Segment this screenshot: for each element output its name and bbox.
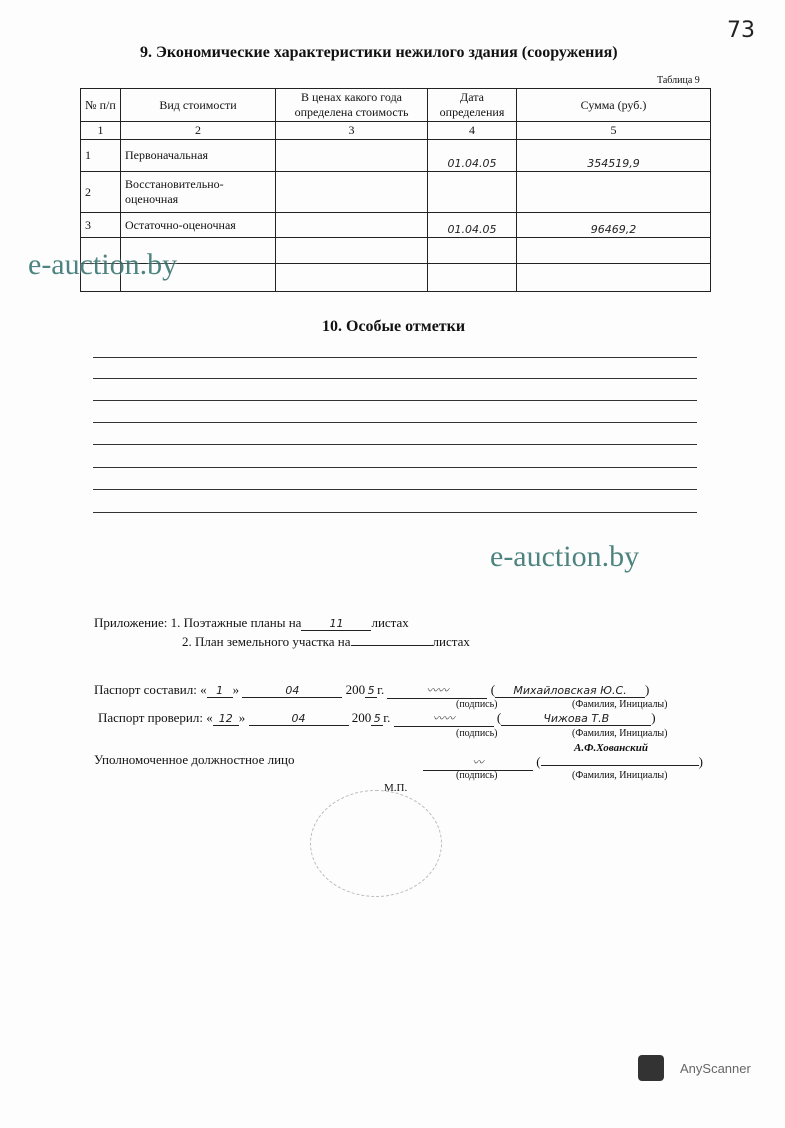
- col-number: 3: [276, 122, 428, 140]
- official-label: Уполномоченное должностное лицо: [94, 752, 295, 767]
- sign-caption: (подпись): [456, 699, 498, 710]
- value-kind: Первоначальная: [121, 140, 276, 172]
- appendix-1: Приложение: 1. Поэтажные планы на 11 листах: [94, 615, 409, 630]
- sign-caption: (подпись): [456, 728, 498, 739]
- header-cell: Сумма (руб.): [517, 89, 711, 122]
- col-number: 4: [428, 122, 517, 140]
- table-row: [81, 140, 711, 172]
- row-number: 3: [81, 213, 121, 238]
- name-caption: (Фамилия, Инициалы): [572, 728, 668, 739]
- value-sum: 96469,2: [517, 213, 711, 238]
- section10-title: 10. Особые отметки: [322, 318, 466, 335]
- page-number: 73: [727, 18, 755, 43]
- value-year: [276, 172, 428, 213]
- sign-caption: (подпись): [456, 770, 498, 781]
- value-kind: Остаточно-оценочная: [121, 213, 276, 238]
- col-number: 1: [81, 122, 121, 140]
- name-caption: (Фамилия, Инициалы): [572, 770, 668, 781]
- official-name: А.Ф.Хованский: [574, 742, 648, 754]
- table-label: Таблица 9: [657, 75, 700, 86]
- scanner-logo-icon: [638, 1055, 664, 1081]
- header-cell: Дата определения: [428, 89, 517, 122]
- value-date: 01.04.05: [428, 140, 517, 172]
- value-year: [276, 213, 428, 238]
- value-date: [428, 172, 517, 213]
- official-signature-line: 〰 ( ): [423, 752, 703, 771]
- watermark: e-auction.by: [490, 540, 640, 573]
- header-cell: № п/п: [81, 89, 121, 122]
- value-sum: [517, 172, 711, 213]
- compiled-row: Паспорт составил: « 1 » 04 200 5 г. 〰〰 ( Михайловская Ю.С. ): [94, 682, 650, 697]
- value-date: 01.04.05: [428, 213, 517, 238]
- appendix-2: 2. План земельного участка на листах: [182, 634, 470, 649]
- watermark: e-auction.by: [28, 248, 178, 281]
- header-cell: В ценах какого года определена стоимость: [276, 89, 428, 122]
- row-number: 2: [81, 172, 121, 213]
- value-year: [276, 140, 428, 172]
- stamp-seal: [310, 790, 442, 897]
- name-caption: (Фамилия, Инициалы): [572, 699, 668, 710]
- table-row: [81, 172, 711, 213]
- row-number: 1: [81, 140, 121, 172]
- checked-row: Паспорт проверил: « 12 » 04 200 5 г. 〰〰 ( Чижова Т.В ): [98, 710, 656, 725]
- value-kind: Восстановительно-оценочная: [121, 172, 276, 213]
- stamp-label: М.П.: [384, 782, 408, 794]
- col-number: 2: [121, 122, 276, 140]
- scanner-label: AnyScanner: [680, 1061, 751, 1076]
- section9-title: 9. Экономические характеристики нежилого здания (сооружения): [140, 44, 618, 61]
- col-number: 5: [517, 122, 711, 140]
- value-sum: 354519,9: [517, 140, 711, 172]
- table-row: [81, 213, 711, 238]
- header-cell: Вид стоимости: [121, 89, 276, 122]
